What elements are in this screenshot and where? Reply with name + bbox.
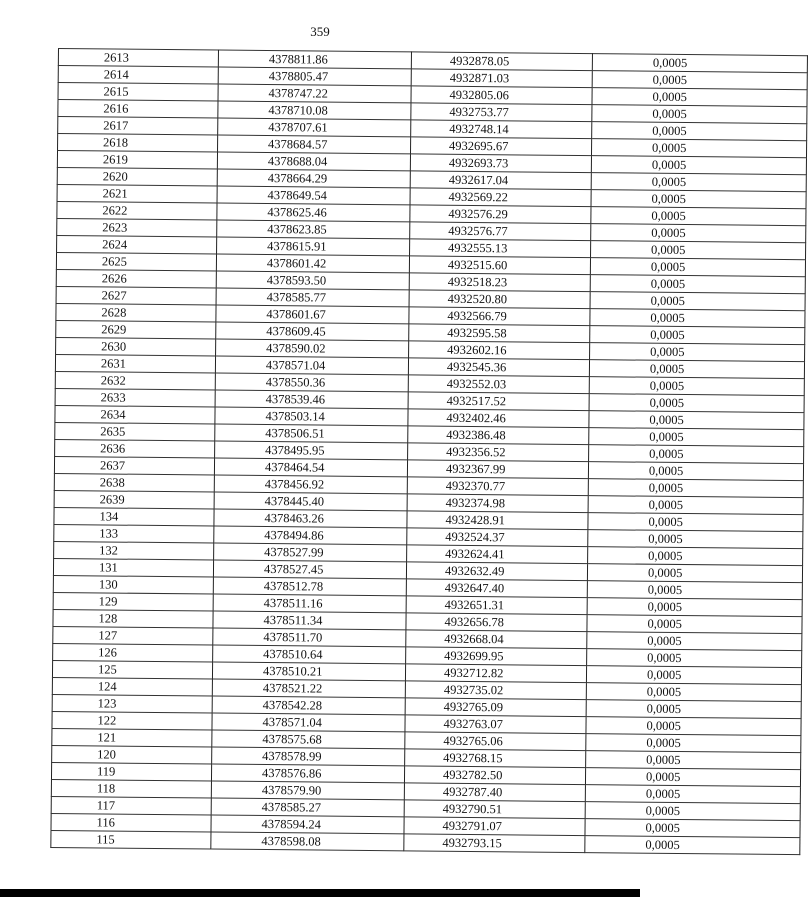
point-number-cell: 2627 [56,286,216,305]
point-number-cell: 116 [51,813,211,832]
y-coordinate-cell: 4932402.46 [408,409,589,428]
y-coordinate-cell: 4932693.73 [410,154,591,173]
point-number-cell: 132 [54,541,214,560]
point-number-cell: 2623 [57,218,217,237]
x-coordinate-cell: 4378585.27 [211,798,404,817]
y-coordinate-cell: 4932748.14 [411,120,592,139]
point-number-cell: 2625 [56,252,216,271]
x-coordinate-cell: 4378494.86 [214,526,407,545]
y-coordinate-cell: 4932787.40 [404,783,585,802]
y-coordinate-cell: 4932632.49 [406,562,587,581]
y-coordinate-cell: 4932602.16 [409,341,590,360]
y-coordinate-cell: 4932545.36 [408,358,589,377]
error-value-cell: 0,0005 [590,292,805,311]
x-coordinate-cell: 4378590.02 [216,339,409,358]
scan-edge-bar [0,889,640,897]
y-coordinate-cell: 4932517.52 [408,392,589,411]
error-value-cell: 0,0005 [585,836,800,855]
x-coordinate-cell: 4378598.08 [211,832,404,851]
point-number-cell: 2634 [55,405,215,424]
error-value-cell: 0,0005 [585,785,800,804]
error-value-cell: 0,0005 [589,394,804,413]
x-coordinate-cell: 4378625.46 [217,203,410,222]
point-number-cell: 128 [53,609,213,628]
error-value-cell: 0,0005 [592,54,807,73]
point-number-cell: 2629 [56,320,216,339]
x-coordinate-cell: 4378811.86 [218,50,411,69]
error-value-cell: 0,0005 [591,156,806,175]
x-coordinate-cell: 4378510.64 [213,645,406,664]
x-coordinate-cell: 4378495.95 [215,441,408,460]
point-number-cell: 2624 [57,235,217,254]
y-coordinate-cell: 4932524.37 [407,528,588,547]
point-number-cell: 2639 [54,490,214,509]
y-coordinate-cell: 4932370.77 [407,477,588,496]
point-number-cell: 2617 [58,117,218,136]
x-coordinate-cell: 4378805.47 [218,67,411,86]
y-coordinate-cell: 4932617.04 [410,171,591,190]
x-coordinate-cell: 4378747.22 [218,84,411,103]
point-number-cell: 123 [52,694,212,713]
error-value-cell: 0,0005 [590,343,805,362]
y-coordinate-cell: 4932871.03 [411,69,592,88]
x-coordinate-cell: 4378511.70 [213,628,406,647]
x-coordinate-cell: 4378571.04 [212,713,405,732]
y-coordinate-cell: 4932791.07 [404,817,585,836]
x-coordinate-cell: 4378649.54 [217,186,410,205]
point-number-cell: 2628 [56,303,216,322]
error-value-cell: 0,0005 [586,751,801,770]
x-coordinate-cell: 4378512.78 [213,577,406,596]
error-value-cell: 0,0005 [586,734,801,753]
x-coordinate-cell: 4378615.91 [217,237,410,256]
error-value-cell: 0,0005 [586,666,801,685]
x-coordinate-cell: 4378684.57 [218,135,411,154]
point-number-cell: 2626 [56,269,216,288]
error-value-cell: 0,0005 [585,802,800,821]
x-coordinate-cell: 4378503.14 [215,407,408,426]
point-number-cell: 2630 [56,337,216,356]
point-number-cell: 2618 [58,134,218,153]
point-number-cell: 122 [52,711,212,730]
point-number-cell: 2638 [54,473,214,492]
x-coordinate-cell: 4378527.99 [214,543,407,562]
x-coordinate-cell: 4378542.28 [212,696,405,715]
point-number-cell: 129 [53,592,213,611]
y-coordinate-cell: 4932367.99 [407,460,588,479]
coordinates-table-body [51,49,808,855]
y-coordinate-cell: 4932656.78 [406,613,587,632]
x-coordinate-cell: 4378594.24 [211,815,404,834]
point-number-cell: 2619 [57,151,217,170]
error-value-cell: 0,0005 [587,564,802,583]
point-number-cell: 134 [54,507,214,526]
error-value-cell: 0,0005 [585,768,800,787]
coordinates-table-container [50,48,688,865]
error-value-cell: 0,0005 [591,190,806,209]
error-value-cell: 0,0005 [586,683,801,702]
y-coordinate-cell: 4932520.80 [409,290,590,309]
error-value-cell: 0,0005 [589,360,804,379]
point-number-cell: 2621 [57,184,217,203]
y-coordinate-cell: 4932699.95 [406,647,587,666]
y-coordinate-cell: 4932386.48 [408,426,589,445]
x-coordinate-cell: 4378688.04 [217,152,410,171]
point-number-cell: 115 [51,830,211,849]
y-coordinate-cell: 4932518.23 [409,273,590,292]
point-number-cell: 131 [53,558,213,577]
point-number-cell: 121 [52,728,212,747]
y-coordinate-cell: 4932735.02 [405,681,586,700]
error-value-cell: 0,0005 [589,428,804,447]
error-value-cell: 0,0005 [589,445,804,464]
point-number-cell: 2633 [55,388,215,407]
y-coordinate-cell: 4932576.29 [410,205,591,224]
y-coordinate-cell: 4932753.77 [411,103,592,122]
point-number-cell: 118 [51,779,211,798]
error-value-cell: 0,0005 [587,632,802,651]
x-coordinate-cell: 4378601.42 [216,254,409,273]
y-coordinate-cell: 4932374.98 [407,494,588,513]
point-number-cell: 120 [52,745,212,764]
x-coordinate-cell: 4378521.22 [212,679,405,698]
coordinates-table [50,48,808,855]
error-value-cell: 0,0005 [587,581,802,600]
x-coordinate-cell: 4378445.40 [214,492,407,511]
y-coordinate-cell: 4932566.79 [409,307,590,326]
error-value-cell: 0,0005 [587,598,802,617]
y-coordinate-cell: 4932647.40 [406,579,587,598]
y-coordinate-cell: 4932878.05 [411,52,592,71]
x-coordinate-cell: 4378464.54 [214,458,407,477]
x-coordinate-cell: 4378506.51 [215,424,408,443]
error-value-cell: 0,0005 [588,513,803,532]
point-number-cell: 2636 [55,439,215,458]
point-number-cell: 2635 [55,422,215,441]
error-value-cell: 0,0005 [592,88,807,107]
y-coordinate-cell: 4932576.77 [410,222,591,241]
point-number-cell: 125 [52,660,212,679]
page-number: 359 [310,24,330,39]
x-coordinate-cell: 4378576.86 [211,764,404,783]
x-coordinate-cell: 4378539.46 [215,390,408,409]
error-value-cell: 0,0005 [591,224,806,243]
error-value-cell: 0,0005 [592,122,807,141]
x-coordinate-cell: 4378456.92 [214,475,407,494]
y-coordinate-cell: 4932555.13 [410,239,591,258]
y-coordinate-cell: 4932428.91 [407,511,588,530]
y-coordinate-cell: 4932765.09 [405,698,586,717]
y-coordinate-cell: 4932668.04 [406,630,587,649]
point-number-cell: 2631 [55,354,215,373]
x-coordinate-cell: 4378585.77 [216,288,409,307]
point-number-cell: 2637 [54,456,214,475]
y-coordinate-cell: 4932712.82 [405,664,586,683]
error-value-cell: 0,0005 [588,547,803,566]
point-number-cell: 126 [53,643,213,662]
y-coordinate-cell: 4932765.06 [405,732,586,751]
error-value-cell: 0,0005 [591,139,806,158]
x-coordinate-cell: 4378609.45 [216,322,409,341]
x-coordinate-cell: 4378510.21 [212,662,405,681]
y-coordinate-cell: 4932356.52 [408,443,589,462]
error-value-cell: 0,0005 [588,479,803,498]
error-value-cell: 0,0005 [592,71,807,90]
error-value-cell: 0,0005 [586,717,801,736]
x-coordinate-cell: 4378710.08 [218,101,411,120]
error-value-cell: 0,0005 [589,377,804,396]
point-number-cell: 2622 [57,201,217,220]
y-coordinate-cell: 4932763.07 [405,715,586,734]
y-coordinate-cell: 4932805.06 [411,86,592,105]
point-number-cell: 127 [53,626,213,645]
y-coordinate-cell: 4932552.03 [408,375,589,394]
point-number-cell: 2620 [57,167,217,186]
y-coordinate-cell: 4932768.15 [405,749,586,768]
error-value-cell: 0,0005 [590,326,805,345]
point-number-cell: 130 [53,575,213,594]
error-value-cell: 0,0005 [589,411,804,430]
x-coordinate-cell: 4378578.99 [212,747,405,766]
x-coordinate-cell: 4378527.45 [213,560,406,579]
x-coordinate-cell: 4378593.50 [216,271,409,290]
x-coordinate-cell: 4378550.36 [215,373,408,392]
x-coordinate-cell: 4378511.16 [213,594,406,613]
error-value-cell: 0,0005 [586,700,801,719]
error-value-cell: 0,0005 [587,649,802,668]
x-coordinate-cell: 4378707.61 [218,118,411,137]
x-coordinate-cell: 4378601.67 [216,305,409,324]
point-number-cell: 119 [51,762,211,781]
x-coordinate-cell: 4378579.90 [211,781,404,800]
point-number-cell: 2615 [58,83,218,102]
y-coordinate-cell: 4932782.50 [404,766,585,785]
error-value-cell: 0,0005 [585,819,800,838]
point-number-cell: 2616 [58,100,218,119]
error-value-cell: 0,0005 [590,275,805,294]
error-value-cell: 0,0005 [588,496,803,515]
error-value-cell: 0,0005 [588,462,803,481]
y-coordinate-cell: 4932595.58 [409,324,590,343]
y-coordinate-cell: 4932569.22 [410,188,591,207]
error-value-cell: 0,0005 [591,173,806,192]
point-number-cell: 2632 [55,371,215,390]
y-coordinate-cell: 4932793.15 [404,834,585,853]
x-coordinate-cell: 4378571.04 [215,356,408,375]
y-coordinate-cell: 4932651.31 [406,596,587,615]
point-number-cell: 2614 [58,66,218,85]
point-number-cell: 124 [52,677,212,696]
error-value-cell: 0,0005 [588,530,803,549]
error-value-cell: 0,0005 [587,615,802,634]
x-coordinate-cell: 4378575.68 [212,730,405,749]
y-coordinate-cell: 4932695.67 [410,137,591,156]
x-coordinate-cell: 4378664.29 [217,169,410,188]
error-value-cell: 0,0005 [591,207,806,226]
x-coordinate-cell: 4378463.26 [214,509,407,528]
error-value-cell: 0,0005 [590,258,805,277]
y-coordinate-cell: 4932790.51 [404,800,585,819]
y-coordinate-cell: 4932515.60 [409,256,590,275]
point-number-cell: 2613 [58,49,218,68]
error-value-cell: 0,0005 [591,241,806,260]
y-coordinate-cell: 4932624.41 [407,545,588,564]
error-value-cell: 0,0005 [592,105,807,124]
error-value-cell: 0,0005 [590,309,805,328]
point-number-cell: 117 [51,796,211,815]
point-number-cell: 133 [54,524,214,543]
x-coordinate-cell: 4378511.34 [213,611,406,630]
x-coordinate-cell: 4378623.85 [217,220,410,239]
